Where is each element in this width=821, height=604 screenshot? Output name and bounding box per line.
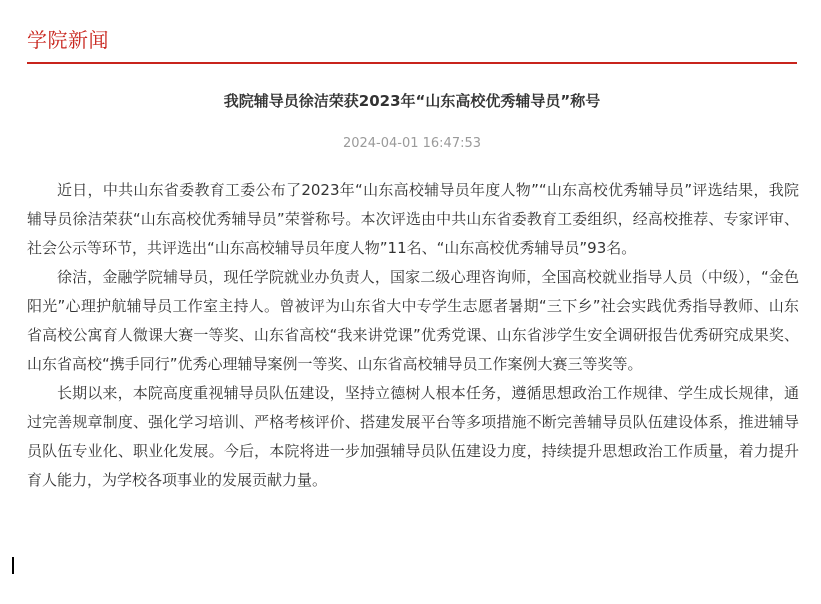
section-header [27,22,797,64]
article-body [27,176,799,495]
article-title: 我院辅导员徐洁荣获2023年“山东高校优秀辅导员”称号 [223,92,601,110]
section-title[interactable]: 学院新闻 [27,28,109,52]
article-paragraph: 徐洁，金融学院辅导员，现任学院就业办负责人，国家二级心理咨询师，全国高校就业指导人员（中级），“金色阳光”心理护航辅导员工作室主持人。曾被评为山东省大中专学生志愿者暑期“三下乡”社会实践优秀指导教师、山东省高校公寓育人微课大赛一等奖、山东省高校“我来讲党课”优秀党课、山东省涉学生安全调研报告优秀研究成果奖、山东省高校“携手同行”优秀心理辅导案例一等奖、山东省高校辅导员工作案例大赛三等奖等。 [27,268,799,373]
article-date: 2024-04-01 16:47:53 [342,136,482,151]
article-paragraph: 长期以来，本院高度重视辅导员队伍建设，坚持立德树人根本任务，遵循思想政治工作规律、学生成长规律，通过完善规章制度、强化学习培训、严格考核评价、搭建发展平台等多项措施不断完善辅导员队伍建设体系，推进辅导员队伍专业化、职业化发展。今后，本院将进一步加强辅导员队伍建设力度，持续提升思想政治工作质量，着力提升育人能力，为学校各项事业的发展贡献力量。 [27,384,799,489]
article-paragraph: 近日，中共山东省委教育工委公布了2023年“山东高校辅导员年度人物”“山东高校优秀辅导员”评选结果，我院辅导员徐洁荣获“山东高校优秀辅导员”荣誉称号。本次评选由中共山东省委教育工委组织，经高校推荐、专家评审、社会公示等环节，共评选出“山东高校辅导员年度人物”11名、“山东高校优秀辅导员”93名。 [27,181,799,257]
text-cursor [12,557,14,574]
